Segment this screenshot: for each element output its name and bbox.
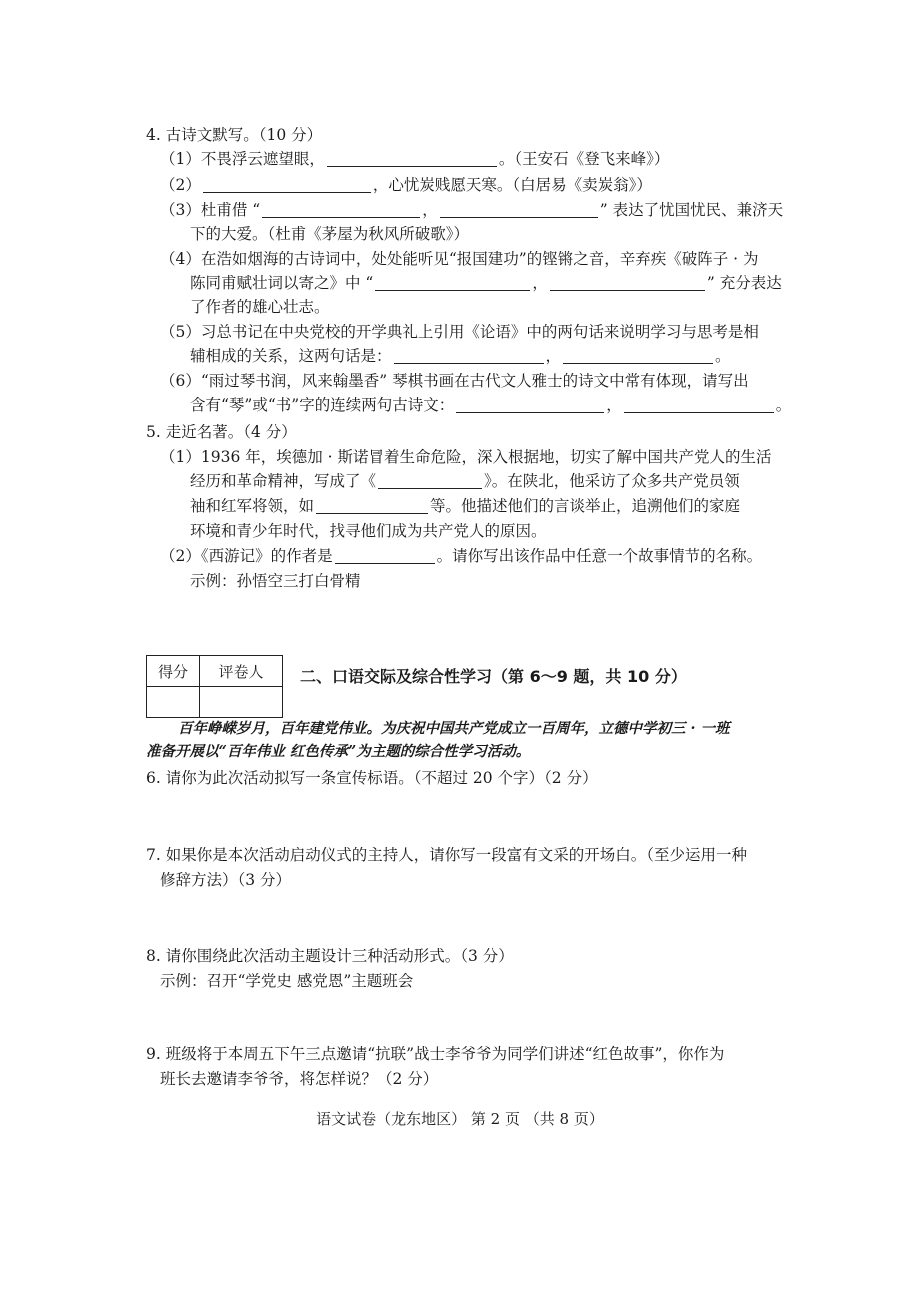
q5-item-2: [160, 545, 762, 567]
answer-blank[interactable]: [327, 150, 497, 167]
q4-item-6-text-b: 含有“琴”或“书”字的连续两句古诗文：: [190, 396, 455, 414]
q4-item-6-line2: [190, 394, 791, 416]
answer-blank[interactable]: [456, 396, 604, 413]
score-box: [146, 655, 283, 718]
q4-item-2-text-a: （2）: [160, 176, 201, 194]
q4-item-5-text-b: 辅相成的关系，这两句话是：: [190, 347, 392, 365]
answer-blank[interactable]: [203, 176, 371, 193]
q5-item-1-line3: [190, 495, 740, 517]
answer-blank[interactable]: [378, 472, 482, 489]
q4-item-3-text-a: （3）杜甫借 “: [160, 201, 261, 219]
q4-item-4: （4）在浩如烟海的古诗词中，处处能听见“报国建功”的铿锵之音，辛弃疾《破阵子 · 为: [160, 250, 759, 268]
q4-item-4-line3: 了作者的雄心壮志。: [190, 298, 330, 316]
q4-item-4-text-c: ，: [532, 274, 548, 292]
q8-text: 8. 请你围绕此次活动主题设计三种活动形式。（3 分）: [146, 947, 514, 965]
q4-item-3-text-c: ” 表达了忧国忧民、兼济天: [599, 201, 784, 219]
answer-blank[interactable]: [316, 497, 428, 514]
section-2-title: 二、口语交际及综合性学习（第 6～9 题，共 10 分）: [300, 667, 687, 686]
q4-item-5-text-c: ，: [545, 347, 562, 365]
q5-title: 5. 走近名著。（4 分）: [146, 423, 297, 441]
q4-item-1-text-b: 。（王安石《登飞来峰》）: [498, 150, 670, 168]
q4-item-6-text-d: 。: [775, 396, 792, 414]
q4-item-4-line2: [190, 272, 782, 294]
q4-item-5-text-d: 。: [715, 347, 731, 365]
q4-item-4-text-b: 陈同甫赋壮词以寄之》中 “: [190, 274, 374, 292]
answer-blank[interactable]: [563, 347, 713, 364]
answer-blank[interactable]: [550, 274, 705, 291]
q4-title: 4. 古诗文默写。（10 分）: [146, 126, 323, 144]
section-2-intro-line2: 准备开展以“百年伟业 红色传承”为主题的综合性学习活动。: [146, 743, 531, 760]
score-cell[interactable]: [147, 687, 200, 718]
q5-item-2-text-a: （2）《西游记》的作者是: [160, 547, 333, 565]
q5-item-1-line4: 环境和青少年时代，找寻他们成为共产党人的原因。: [190, 522, 547, 540]
q7-text-line2: 修辞方法）（3 分）: [160, 871, 292, 889]
reviewer-label: 评卷人: [200, 656, 283, 687]
q8-example: 示例：召开“学党史 感党恩”主题班会: [160, 972, 414, 990]
q7-answer-area[interactable]: [146, 897, 806, 937]
q6-answer-area[interactable]: [146, 795, 806, 835]
answer-blank[interactable]: [394, 347, 544, 364]
page-footer: 语文试卷（龙东地区） 第 2 页 （共 8 页）: [316, 1110, 604, 1128]
q4-item-6-text-c: ，: [606, 396, 622, 414]
q5-example: 示例：孙悟空三打白骨精: [190, 572, 361, 590]
score-label: 得分: [147, 656, 200, 687]
q5-item-1-text-b: 经历和革命精神，写成了《: [190, 472, 377, 490]
answer-blank[interactable]: [375, 274, 530, 291]
q5-item-1-line2: [190, 470, 740, 492]
q5-item-1-text-e: 等。他描述他们的言谈举止，追溯他们的家庭: [430, 497, 741, 515]
q4-item-5-line2: [190, 345, 731, 367]
reviewer-cell[interactable]: [200, 687, 283, 718]
q4-item-3: [160, 199, 783, 221]
answer-blank[interactable]: [440, 201, 598, 218]
q9-text-line2: 班长去邀请李爷爷，将怎样说？（2 分）: [160, 1070, 439, 1088]
q4-item-1-text-a: （1）不畏浮云遮望眼，: [160, 150, 325, 168]
answer-blank[interactable]: [624, 396, 774, 413]
q4-item-2-text-b: ，心忧炭贱愿天寒。（白居易《卖炭翁》）: [372, 176, 652, 194]
answer-blank[interactable]: [262, 201, 420, 218]
q7-text-line1: 7. 如果你是本次活动启动仪式的主持人，请你写一段富有文采的开场白。（至少运用一种: [146, 846, 747, 864]
answer-blank[interactable]: [335, 547, 435, 564]
q4-item-4-text-d: ” 充分表达: [706, 274, 782, 292]
section-2-intro-line1: 百年峥嵘岁月，百年建党伟业。为庆祝中国共产党成立一百周年，立德中学初三 · 一班: [178, 720, 730, 737]
q6-text: 6. 请你为此次活动拟写一条宣传标语。（不超过 20 个字）（2 分）: [146, 769, 598, 787]
q4-item-2: [160, 174, 652, 196]
q5-item-1: （1）1936 年，埃德加 · 斯诺冒着生命危险，深入根据地，切实了解中国共产党人的生活: [160, 448, 772, 466]
q4-item-6: （6）“雨过琴书润，风来翰墨香” 琴棋书画在古代文人雅士的诗文中常有体现，请写出: [160, 372, 749, 390]
q8-answer-area[interactable]: [146, 998, 806, 1034]
q9-text-line1: 9. 班级将于本周五下午三点邀请“抗联”战士李爷爷为同学们讲述“红色故事”，你作为: [146, 1045, 725, 1063]
q4-item-5: （5）习总书记在中央党校的开学典礼上引用《论语》中的两句话来说明学习与思考是相: [160, 323, 759, 341]
q4-item-3-cont: 下的大爱。（杜甫《茅屋为秋风所破歌》）: [190, 225, 470, 243]
q4-item-1: [160, 148, 669, 170]
q5-item-2-text-b: 。请你写出该作品中任意一个故事情节的名称。: [436, 547, 763, 565]
q5-item-1-text-c: 》。在陕北，他采访了众多共产党员领: [484, 472, 740, 490]
q4-item-3-text-b: ，: [422, 201, 438, 219]
q5-item-1-text-d: 袖和红军将领，如: [190, 497, 315, 515]
